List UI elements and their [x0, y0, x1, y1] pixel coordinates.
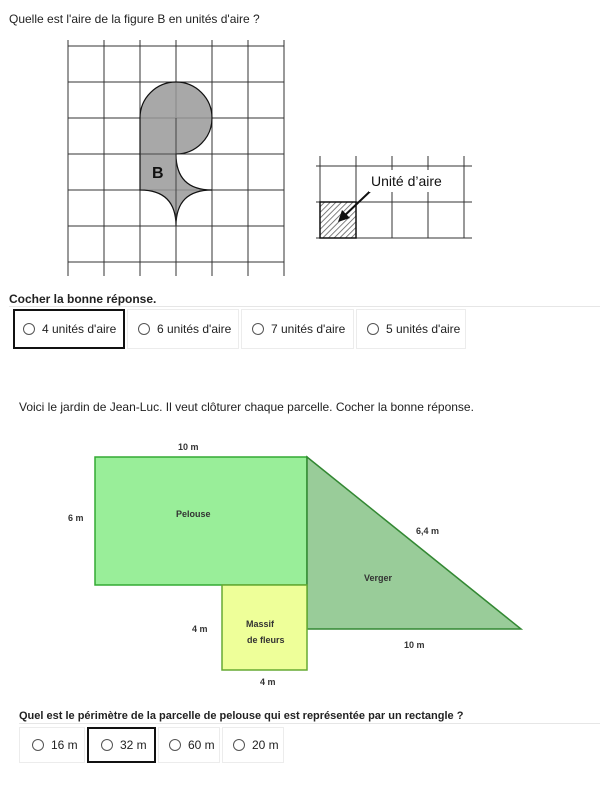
option-label: 6 unités d'aire	[157, 322, 232, 336]
option-label: 16 m	[51, 738, 78, 752]
answer-options-1	[13, 309, 468, 349]
dim-left: 6 m	[68, 513, 84, 523]
question-1-text: Quelle est l'aire de la figure B en unités d'aire ?	[9, 12, 260, 26]
question-3-text: Quel est le périmètre de la parcelle de pelouse qui est représentée par un rectangle ?	[19, 710, 464, 722]
option-6-units[interactable]	[127, 309, 239, 349]
divider	[19, 723, 600, 724]
dim-massif-left: 4 m	[192, 624, 208, 634]
option-label: 4 unités d'aire	[42, 322, 117, 336]
unit-square	[320, 202, 356, 238]
pelouse-parcel	[95, 457, 307, 585]
option-32m[interactable]	[87, 727, 156, 763]
instruction-1: Cocher la bonne réponse.	[9, 292, 157, 306]
radio-icon[interactable]	[252, 323, 264, 335]
option-label: 60 m	[188, 738, 215, 752]
option-5-units[interactable]	[356, 309, 466, 349]
pelouse-label: Pelouse	[176, 509, 211, 519]
option-4-units[interactable]	[13, 309, 125, 349]
verger-label: Verger	[364, 573, 393, 583]
massif-label-1: Massif	[246, 619, 275, 629]
radio-icon[interactable]	[101, 739, 113, 751]
figure-b-label: B	[152, 165, 164, 182]
radio-icon[interactable]	[23, 323, 35, 335]
verger-parcel	[307, 457, 521, 629]
answer-options-2	[19, 727, 286, 763]
option-label: 20 m	[252, 738, 279, 752]
option-7-units[interactable]	[241, 309, 354, 349]
option-16m[interactable]	[19, 727, 85, 763]
garden-diagram	[60, 435, 530, 695]
option-label: 5 unités d'aire	[386, 322, 461, 336]
question-2-text: Voici le jardin de Jean-Luc. Il veut clôturer chaque parcelle. Cocher la bonne réponse.	[19, 400, 474, 414]
option-label: 32 m	[120, 738, 147, 752]
dim-massif-bottom: 4 m	[260, 677, 276, 687]
radio-icon[interactable]	[138, 323, 150, 335]
unit-legend	[312, 152, 477, 244]
radio-icon[interactable]	[367, 323, 379, 335]
dim-verger-bottom: 10 m	[404, 640, 425, 650]
dim-top: 10 m	[178, 442, 199, 452]
massif-label-2: de fleurs	[247, 635, 285, 645]
unit-legend-label: Unité d’aire	[371, 173, 442, 189]
radio-icon[interactable]	[233, 739, 245, 751]
option-60m[interactable]	[158, 727, 220, 763]
radio-icon[interactable]	[32, 739, 44, 751]
option-label: 7 unités d'aire	[271, 322, 346, 336]
dim-hyp: 6,4 m	[416, 526, 440, 536]
option-20m[interactable]	[222, 727, 284, 763]
radio-icon[interactable]	[169, 739, 181, 751]
divider	[9, 306, 600, 307]
grid-figure	[60, 36, 290, 281]
